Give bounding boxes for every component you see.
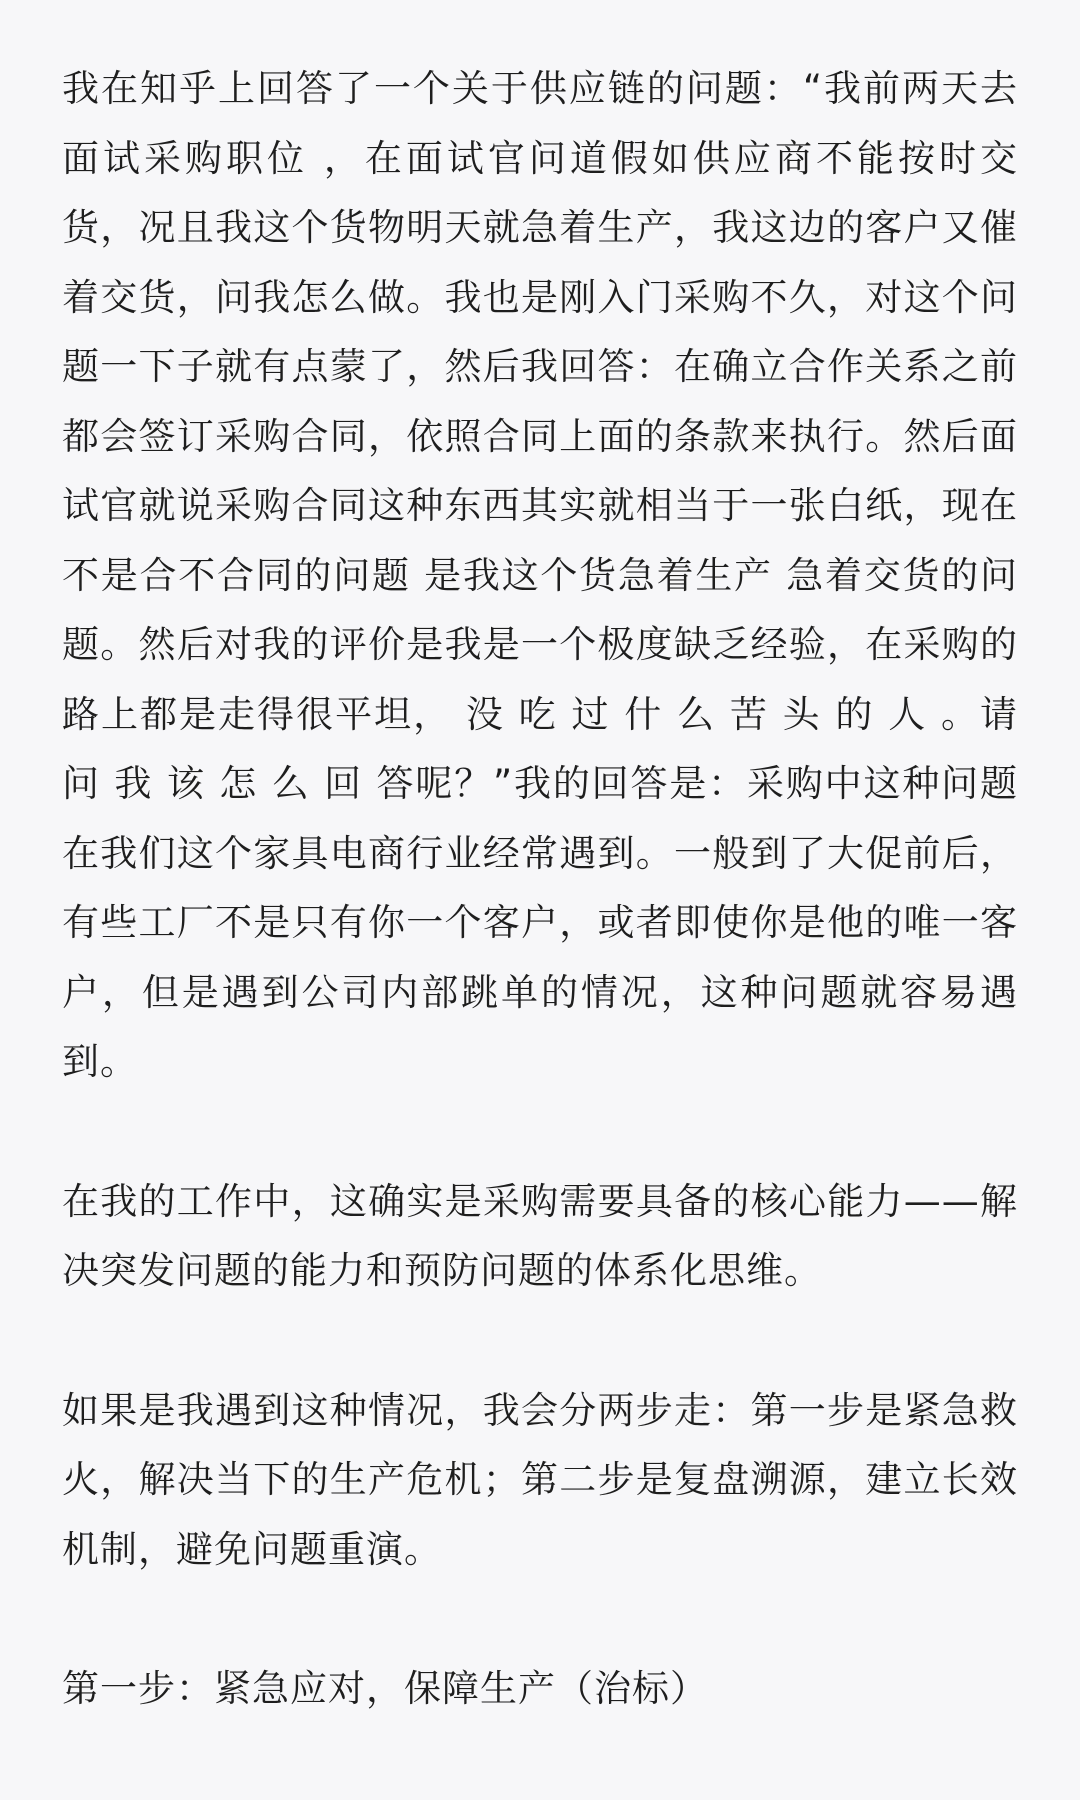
paragraph-step-one-heading: 第一步：紧急应对，保障生产（治标） (62, 1667, 708, 1710)
paragraph-two-steps: 如果是我遇到这种情况，我会分两步走：第一步是紧急救火，解决当下的生产危机；第二步是复盘溯源，建立长效机制，避免问题重演。 (62, 1388, 1018, 1571)
paragraph-question-and-answer: 我在知乎上回答了一个关于供应链的问题：“我前两天去面试采购职位 ，在面试官问道假如供应商不能按时交货，况且我这个货物明天就急着生产，我这边的客户又催着交货，问我怎么做。我也是刚入门采购不久，对这个问题一下子就有点蒙了，然后我回答：在确立合作关系之前都会签订采购合同，依照合同上面的条款来执行。然后面试官就说采购合同这种东西其实就相当于一张白纸，现在不是合不合同的问题 是我这个货急着生产 急着交货的问题。然后对我的评价是我是一个极度缺乏经验，在采购的路上都是走得很平坦， 没 吃 过 什 么 苦 头 的 人 。请 问 我 该 怎 么 回 答呢？”我的回答是：采购中这种问题在我们这个家具电商行业经常遇到。一般到了大促前后，有些工厂不是只有你一个客户，或者即使你是他的唯一客户，但是遇到公司内部跳单的情况，这种问题就容易遇到。 (62, 67, 1018, 1083)
paragraph-core-ability: 在我的工作中，这确实是采购需要具备的核心能力——解决突发问题的能力和预防问题的体系化思维。 (62, 1179, 1018, 1292)
